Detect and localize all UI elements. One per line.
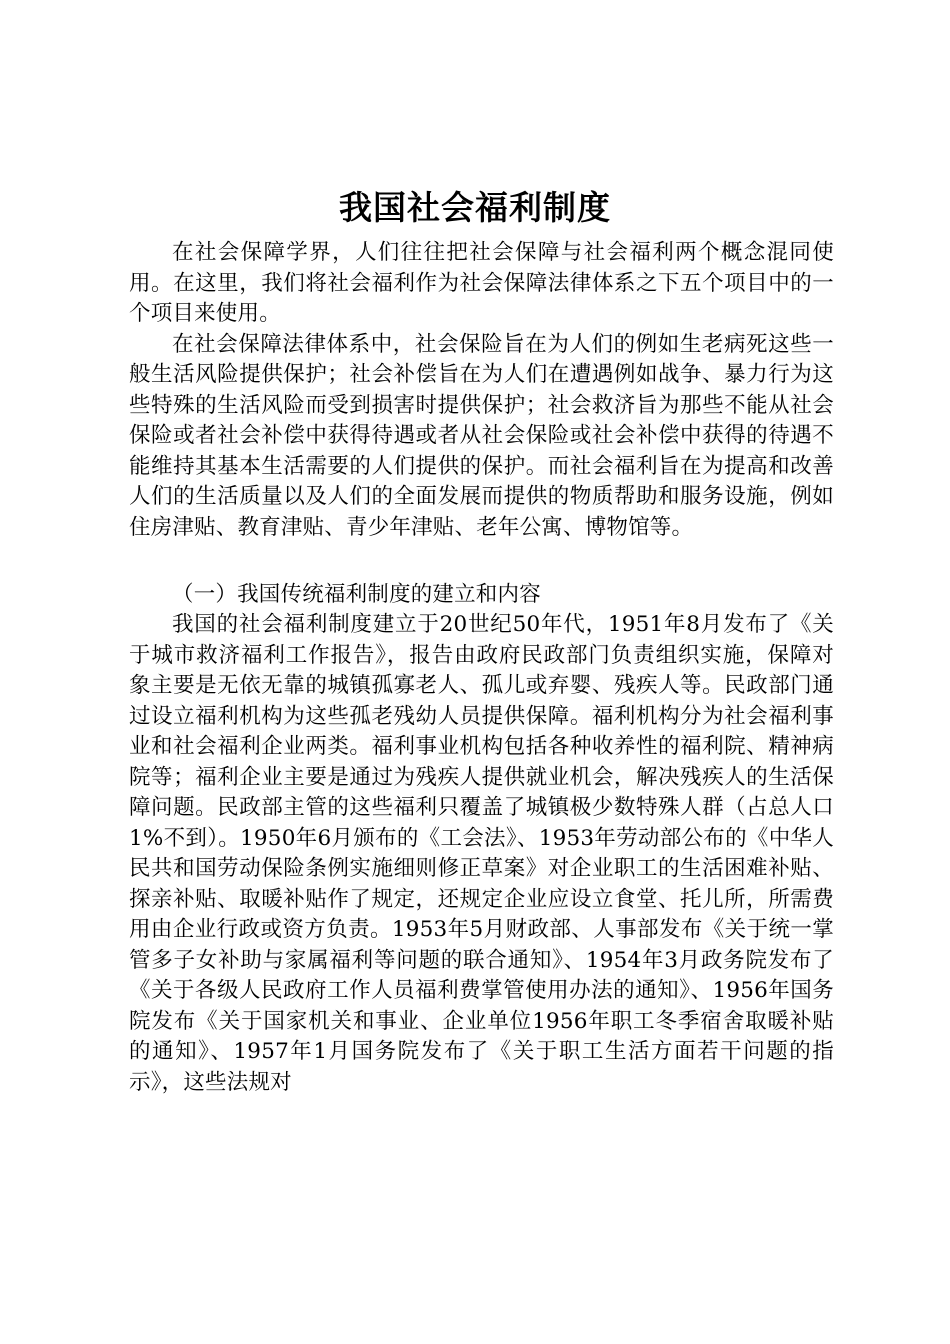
- blank-line: [129, 543, 834, 574]
- paragraph-history: 我国的社会福利制度建立于20世纪50年代，1951年8月发布了《关于城市救济福利工作报告》，报告由政府民政部门负责组织实施，保障对象主要是无依无靠的城镇孤寡老人、孤儿或弃婴、残疾人等。民政部门通过设立福利机构为这些孤老残幼人员提供保障。福利机构分为社会福利事业和社会福利企业两类。福利事业机构包括各种收养性的福利院、精神病院等；福利企业主要是通过为残疾人提供就业机会，解决残疾人的生活保障问题。民政部主管的这些福利只覆盖了城镇极少数特殊人群（占总人口1%不到）。1950年6月颁布的《工会法》、1953年劳动部公布的《中华人民共和国劳动保险条例实施细则修正草案》对企业职工的生活困难补贴、探亲补贴、取暖补贴作了规定，还规定企业应设立食堂、托儿所，所需费用由企业行政或资方负责。1953年5月财政部、人事部发布《关于统一掌管多子女补助与家属福利等问题的联合通知》、1954年3月政务院发布了《关于各级人民政府工作人员福利费掌管使用办法的通知》、1956年国务院发布《关于国家机关和事业、企业单位1956年职工冬季宿舍取暖补贴的通知》、1957年1月国务院发布了《关于职工生活方面若干问题的指示》，这些法规对: [129, 612, 834, 1095]
- document-title: 我国社会福利制度: [339, 188, 611, 227]
- paragraph-legal-system: 在社会保障法律体系中，社会保险旨在为人们的例如生老病死这些一般生活风险提供保护；社会补偿旨在为人们在遭遇例如战争、暴力行为这些特殊的生活风险而受到损害时提供保护；社会救济旨为那些不能从社会保险或者社会补偿中获得待遇或者从社会保险或社会补偿中获得的待遇不能维持其基本生活需要的人们提供的保护。而社会福利旨在为提高和改善人们的生活质量以及人们的全面发展而提供的物质帮助和服务设施，例如住房津贴、教育津贴、青少年津贴、老年公寓、博物馆等。: [129, 331, 834, 540]
- section-heading: （一）我国传统福利制度的建立和内容: [172, 581, 541, 607]
- paragraph-intro: 在社会保障学界，人们往往把社会保障与社会福利两个概念混同使用。在这里，我们将社会福利作为社会保障法律体系之下五个项目中的一个项目来使用。: [129, 240, 834, 326]
- document-body: [129, 238, 834, 1098]
